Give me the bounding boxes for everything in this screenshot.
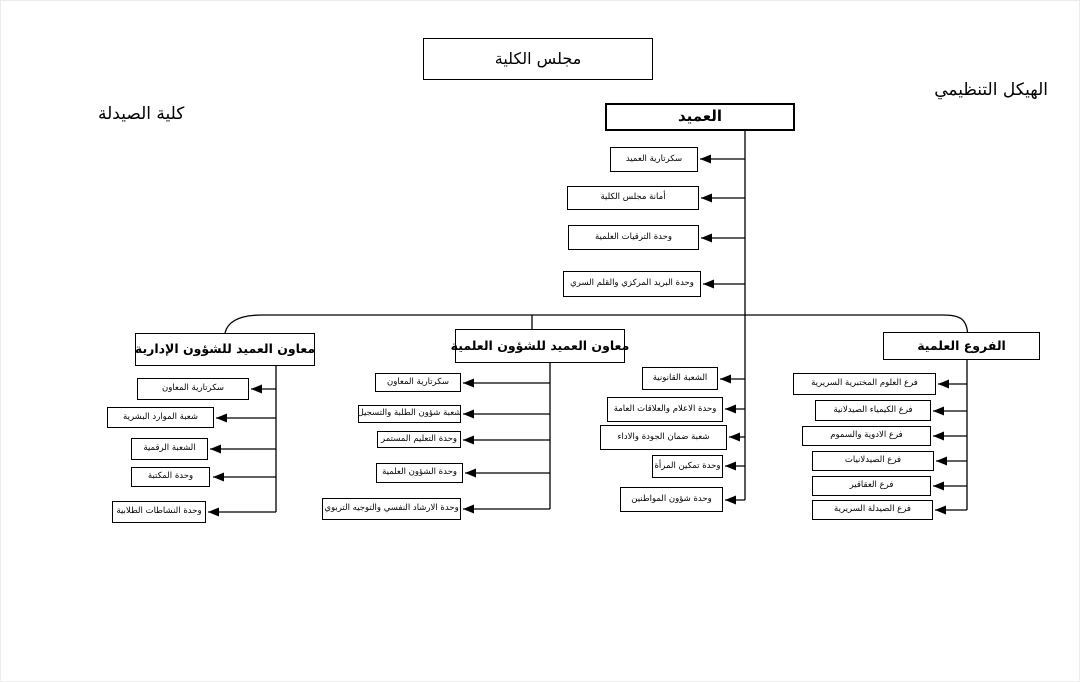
node-pharmacology-toxicology-branch: فرع الادوية والسموم <box>802 426 931 446</box>
node-media-public-relations-unit: وحدة الاعلام والعلاقات العامة <box>607 397 723 422</box>
node-women-empowerment-unit: وحدة تمكين المرأة <box>652 455 723 478</box>
college-title: كلية الصيدلة <box>98 104 185 124</box>
node-continuing-education-unit: وحدة التعليم المستمر <box>377 431 461 448</box>
node-assistant-secretariat-admin: سكرتارية المعاون <box>137 378 249 400</box>
node-college-council: مجلس الكلية <box>423 38 653 80</box>
node-clinical-lab-sciences-branch: فرع العلوم المختبرية السريرية <box>793 373 936 395</box>
node-quality-assurance-division: شعبة ضمان الجودة والاداء <box>600 425 727 450</box>
node-scientific-promotions-unit: وحدة الترقيات العلمية <box>568 225 699 250</box>
node-clinical-pharmacy-branch: فرع الصيدلة السريرية <box>812 500 933 520</box>
node-assistant-secretariat-scientific: سكرتارية المعاون <box>375 373 461 392</box>
node-scientific-affairs-unit: وحدة الشؤون العلمية <box>376 463 463 483</box>
node-council-secretariat: أمانة مجلس الكلية <box>567 186 699 210</box>
node-dean-secretariat: سكرتارية العميد <box>610 147 698 172</box>
node-pharmaceutical-chemistry-branch: فرع الكيمياء الصيدلانية <box>815 400 931 421</box>
node-psych-counseling-unit: وحدة الارشاد النفسي والتوجيه التربوي <box>322 498 461 520</box>
node-student-activities-unit: وحدة النشاطات الطلابية <box>112 501 206 523</box>
node-admin-assistant-dean: معاون العميد للشؤون الإدارية <box>135 333 315 366</box>
node-citizens-affairs-unit: وحدة شؤون المواطنين <box>620 487 723 512</box>
node-library-unit: وحدة المكتبة <box>131 467 210 487</box>
node-central-mail-unit: وحدة البريد المركزي والقلم السري <box>563 271 701 297</box>
node-scientific-assistant-dean: معاون العميد للشؤون العلمية <box>455 329 625 363</box>
node-scientific-branches: الفروع العلمية <box>883 332 1040 360</box>
page-title: الهيكل التنظيمي <box>934 80 1048 100</box>
node-pharmacognosy-branch: فرع العقاقير <box>812 476 931 496</box>
node-dean: العميد <box>605 103 795 131</box>
node-human-resources-division: شعبة الموارد البشرية <box>107 407 214 428</box>
node-digital-division: الشعبة الرقمية <box>131 438 208 460</box>
node-student-affairs-registration: شعبة شؤون الطلبة والتسجيل <box>358 405 461 423</box>
node-legal-division: الشعبة القانونية <box>642 367 718 390</box>
node-pharmaceutics-branch: فرع الصيدلانيات <box>812 451 934 471</box>
